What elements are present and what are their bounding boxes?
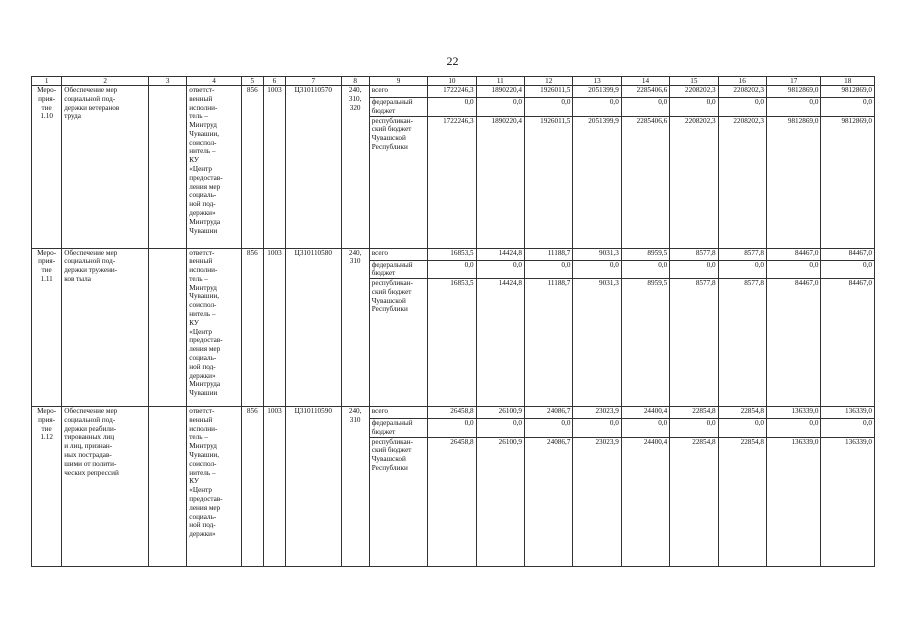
- amount-cell: 9031,3: [573, 248, 621, 260]
- amount-cell: 1722246,3: [428, 116, 476, 248]
- funding-source-label: республикан- ский бюджет Чувашской Республики: [369, 279, 427, 407]
- col-header: 14: [621, 77, 669, 86]
- col-header: 10: [428, 77, 476, 86]
- code-cell: 1003: [263, 248, 285, 407]
- amount-cell: 22854,8: [718, 407, 766, 419]
- col-header: 18: [821, 77, 875, 86]
- funding-source-label: республикан- ский бюджет Чувашской Республики: [369, 437, 427, 566]
- empty-cell: [148, 86, 186, 249]
- amount-cell: 0,0: [621, 419, 669, 438]
- amount-cell: 136339,0: [821, 407, 875, 419]
- amount-cell: 8577,8: [670, 279, 718, 407]
- amount-cell: 84467,0: [821, 279, 875, 407]
- amount-cell: 1890220,4: [476, 86, 524, 98]
- code-cell: 856: [241, 86, 263, 249]
- col-header: 13: [573, 77, 621, 86]
- code-cell: 1003: [263, 86, 285, 249]
- amount-cell: 0,0: [476, 260, 524, 279]
- amount-cell: 0,0: [766, 98, 820, 117]
- table-row: [32, 248, 875, 260]
- code-cell: 1003: [263, 407, 285, 567]
- col-header: 16: [718, 77, 766, 86]
- amount-cell: 24400,4: [621, 407, 669, 419]
- amount-cell: 0,0: [718, 419, 766, 438]
- col-header: 7: [286, 77, 341, 86]
- amount-cell: 0,0: [525, 419, 573, 438]
- amount-cell: 8577,8: [718, 248, 766, 260]
- amount-cell: 1722246,3: [428, 86, 476, 98]
- col-header: 15: [670, 77, 718, 86]
- amount-cell: 24086,7: [525, 407, 573, 419]
- code-cell: 856: [241, 407, 263, 567]
- table-row: [32, 407, 875, 419]
- amount-cell: 136339,0: [821, 437, 875, 566]
- amount-cell: 0,0: [476, 419, 524, 438]
- amount-cell: 16853,5: [428, 248, 476, 260]
- col-header: 1: [32, 77, 62, 86]
- col-header: 2: [62, 77, 149, 86]
- amount-cell: 0,0: [573, 260, 621, 279]
- amount-cell: 0,0: [766, 260, 820, 279]
- amount-cell: 2051399,9: [573, 116, 621, 248]
- amount-cell: 9812869,0: [766, 86, 820, 98]
- executor-cell: ответст- венный исполни- тель – Минтруд Чувашии, соиспол- нитель – КУ «Центр предостав- ления мер социаль- ной под- держки»: [187, 407, 241, 567]
- amount-cell: 0,0: [718, 260, 766, 279]
- amount-cell: 0,0: [621, 260, 669, 279]
- amount-cell: 84467,0: [766, 279, 820, 407]
- amount-cell: 9812869,0: [821, 116, 875, 248]
- funding-source-label: федеральный бюджет: [369, 260, 427, 279]
- amount-cell: 0,0: [525, 98, 573, 117]
- amount-cell: 11188,7: [525, 248, 573, 260]
- code-cell: 240, 310: [341, 407, 369, 567]
- amount-cell: 24400,4: [621, 437, 669, 566]
- budget-table: [31, 76, 875, 567]
- amount-cell: 0,0: [821, 419, 875, 438]
- amount-cell: 0,0: [428, 98, 476, 117]
- amount-cell: 84467,0: [766, 248, 820, 260]
- amount-cell: 2285406,6: [621, 86, 669, 98]
- measure-name-cell: Обеспечение мер социальной под- держки ветеранов труда: [62, 86, 149, 249]
- code-cell: Ц310110580: [286, 248, 341, 407]
- amount-cell: 2208202,3: [718, 86, 766, 98]
- amount-cell: 1926011,5: [525, 86, 573, 98]
- amount-cell: 8577,8: [718, 279, 766, 407]
- amount-cell: 23023,9: [573, 407, 621, 419]
- col-header: 9: [369, 77, 427, 86]
- funding-source-label: всего: [369, 248, 427, 260]
- funding-source-label: всего: [369, 86, 427, 98]
- measure-name-cell: Обеспечение мер социальной под- держки тружени- ков тыла: [62, 248, 149, 407]
- amount-cell: 26458,8: [428, 407, 476, 419]
- amount-cell: 0,0: [428, 260, 476, 279]
- amount-cell: 0,0: [766, 419, 820, 438]
- event-cell: Меро- прия- тие 1.12: [32, 407, 62, 567]
- amount-cell: 2285406,6: [621, 116, 669, 248]
- amount-cell: 136339,0: [766, 437, 820, 566]
- amount-cell: 0,0: [525, 260, 573, 279]
- amount-cell: 0,0: [428, 419, 476, 438]
- amount-cell: 0,0: [718, 98, 766, 117]
- amount-cell: 136339,0: [766, 407, 820, 419]
- amount-cell: 26100,9: [476, 437, 524, 566]
- column-number-row: [32, 77, 875, 86]
- amount-cell: 0,0: [670, 260, 718, 279]
- amount-cell: 24086,7: [525, 437, 573, 566]
- col-header: 3: [148, 77, 186, 86]
- amount-cell: 16853,5: [428, 279, 476, 407]
- event-cell: Меро- прия- тие 1.11: [32, 248, 62, 407]
- amount-cell: 0,0: [821, 260, 875, 279]
- col-header: 12: [525, 77, 573, 86]
- amount-cell: 22854,8: [718, 437, 766, 566]
- amount-cell: 8959,5: [621, 279, 669, 407]
- code-cell: 240, 310, 320: [341, 86, 369, 249]
- code-cell: Ц310110570: [286, 86, 341, 249]
- amount-cell: 14424,8: [476, 279, 524, 407]
- amount-cell: 9812869,0: [766, 116, 820, 248]
- col-header: 4: [187, 77, 241, 86]
- code-cell: Ц310110590: [286, 407, 341, 567]
- amount-cell: 1890220,4: [476, 116, 524, 248]
- col-header: 6: [263, 77, 285, 86]
- amount-cell: 0,0: [573, 419, 621, 438]
- amount-cell: 0,0: [670, 98, 718, 117]
- amount-cell: 22854,8: [670, 437, 718, 566]
- col-header: 5: [241, 77, 263, 86]
- amount-cell: 23023,9: [573, 437, 621, 566]
- amount-cell: 22854,8: [670, 407, 718, 419]
- amount-cell: 11188,7: [525, 279, 573, 407]
- funding-source-label: федеральный бюджет: [369, 98, 427, 117]
- amount-cell: 26100,9: [476, 407, 524, 419]
- amount-cell: 0,0: [670, 419, 718, 438]
- amount-cell: 2208202,3: [670, 116, 718, 248]
- funding-source-label: республикан- ский бюджет Чувашской Республики: [369, 116, 427, 248]
- executor-cell: ответст- венный исполни- тель – Минтруд Чувашии, соиспол- нитель – КУ «Центр предостав- ления мер социаль- ной под- держки» Минтруда Чувашии: [187, 248, 241, 407]
- amount-cell: 8959,5: [621, 248, 669, 260]
- event-cell: Меро- прия- тие 1.10: [32, 86, 62, 249]
- empty-cell: [148, 248, 186, 407]
- amount-cell: 9812869,0: [821, 86, 875, 98]
- amount-cell: 0,0: [476, 98, 524, 117]
- amount-cell: 2208202,3: [670, 86, 718, 98]
- amount-cell: 26458,8: [428, 437, 476, 566]
- col-header: 8: [341, 77, 369, 86]
- amount-cell: 1926011,5: [525, 116, 573, 248]
- col-header: 17: [766, 77, 820, 86]
- amount-cell: 84467,0: [821, 248, 875, 260]
- code-cell: 240, 310: [341, 248, 369, 407]
- amount-cell: 8577,8: [670, 248, 718, 260]
- funding-source-label: всего: [369, 407, 427, 419]
- amount-cell: 2208202,3: [718, 116, 766, 248]
- page-number: 22: [446, 54, 459, 68]
- amount-cell: 2051399,9: [573, 86, 621, 98]
- amount-cell: 9031,3: [573, 279, 621, 407]
- amount-cell: 0,0: [621, 98, 669, 117]
- funding-source-label: федеральный бюджет: [369, 419, 427, 438]
- amount-cell: 0,0: [573, 98, 621, 117]
- col-header: 11: [476, 77, 524, 86]
- amount-cell: 0,0: [821, 98, 875, 117]
- empty-cell: [148, 407, 186, 567]
- executor-cell: ответст- венный исполни- тель – Минтруд Чувашии, соиспол- нитель – КУ «Центр предостав- ления мер социаль- ной под- держки» Минтруда Чувашии: [187, 86, 241, 249]
- code-cell: 856: [241, 248, 263, 407]
- amount-cell: 14424,8: [476, 248, 524, 260]
- table-row: [32, 86, 875, 98]
- measure-name-cell: Обеспечение мер социальной под- держки реабили- тированных лиц и лиц, признан- ных пострадав- шими от полити- ческих репрессий: [62, 407, 149, 567]
